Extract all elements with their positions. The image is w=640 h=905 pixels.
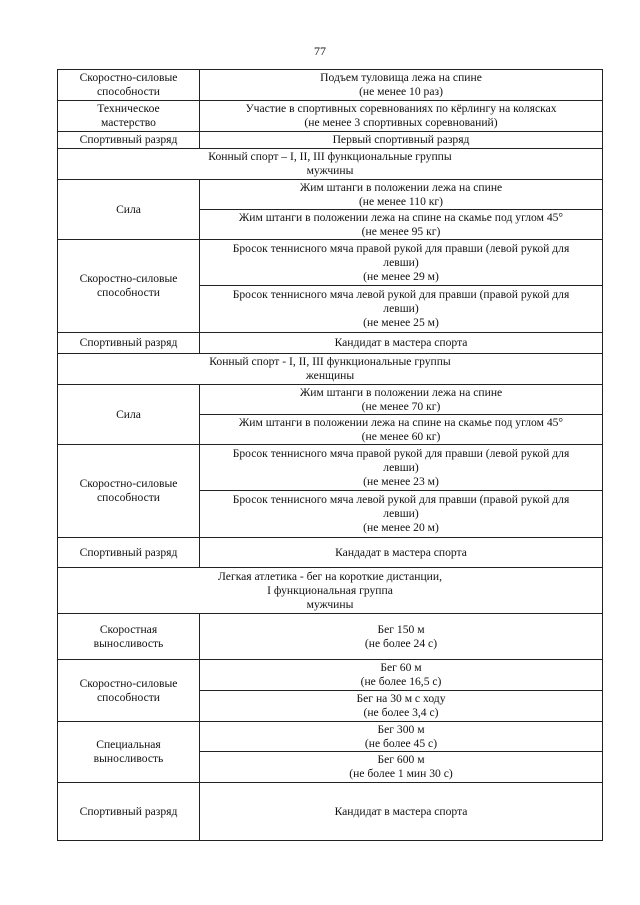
- standard-cell: Бег 60 м (не более 16,5 с): [200, 660, 603, 691]
- standard-cell: Жим штанги в положении лежа на спине на скамье под углом 45° (не менее 60 кг): [200, 415, 603, 445]
- section-title: Конный спорт - I, II, III функциональные группы женщины: [58, 354, 603, 385]
- ability-label: Скоростно-силовые способности: [58, 445, 200, 538]
- section-header: [58, 568, 603, 614]
- table-row: [58, 614, 603, 660]
- ability-label: Скоростная выносливость: [58, 614, 200, 660]
- ability-label: Специальная выносливость: [58, 722, 200, 783]
- table-row: [58, 240, 603, 286]
- rank-value: Кандадат в мастера спорта: [200, 538, 603, 568]
- ability-label: Скоростно-силовые способности: [58, 240, 200, 333]
- table-row: [58, 132, 603, 149]
- ability-label: Техническое мастерство: [58, 101, 200, 132]
- standard-cell: Бросок теннисного мяча левой рукой для правши (правой рукой для левши) (не менее 25 м): [200, 286, 603, 333]
- table-row: [58, 180, 603, 210]
- rank-value: Первый спортивный разряд: [200, 132, 603, 149]
- rank-label: Спортивный разряд: [58, 783, 200, 841]
- page-number: 77: [314, 44, 326, 58]
- table-row: [58, 333, 603, 354]
- table-row: [58, 445, 603, 491]
- rank-value: Кандидат в мастера спорта: [200, 783, 603, 841]
- section-header: [58, 354, 603, 385]
- section-header: [58, 149, 603, 180]
- ability-label: Скоростно-силовые способности: [58, 660, 200, 722]
- table-row: [58, 783, 603, 841]
- standard-cell: Подъем туловища лежа на спине (не менее 10 раз): [200, 70, 603, 101]
- rank-value: Кандидат в мастера спорта: [200, 333, 603, 354]
- ability-label: Скоростно-силовые способности: [58, 70, 200, 101]
- table-row: [58, 660, 603, 691]
- table-row: [58, 101, 603, 132]
- ability-label: Сила: [58, 385, 200, 445]
- table-row: [58, 385, 603, 415]
- rank-label: Спортивный разряд: [58, 132, 200, 149]
- table-row: [58, 538, 603, 568]
- standard-cell: Жим штанги в положении лежа на спине (не менее 70 кг): [200, 385, 603, 415]
- standard-cell: Бег на 30 м с ходу (не более 3,4 с): [200, 691, 603, 722]
- standard-cell: Бросок теннисного мяча правой рукой для правши (левой рукой для левши) (не менее 23 м): [200, 445, 603, 491]
- standard-cell: Бег 600 м (не более 1 мин 30 с): [200, 752, 603, 783]
- standard-cell: Бросок теннисного мяча правой рукой для правши (левой рукой для левши) (не менее 29 м): [200, 240, 603, 286]
- section-title: Легкая атлетика - бег на короткие дистанции, I функциональная группа мужчины: [58, 568, 603, 614]
- standard-cell: Бросок теннисного мяча левой рукой для правши (правой рукой для левши) (не менее 20 м): [200, 491, 603, 538]
- standard-cell: Участие в спортивных соревнованиях по кёрлингу на колясках (не менее 3 спортивных соревнований): [200, 101, 603, 132]
- ability-label: Сила: [58, 180, 200, 240]
- rank-label: Спортивный разряд: [58, 333, 200, 354]
- standard-cell: Жим штанги в положении лежа на спине на скамье под углом 45° (не менее 95 кг): [200, 210, 603, 240]
- table-row: [58, 70, 603, 101]
- standard-cell: Бег 300 м (не более 45 с): [200, 722, 603, 752]
- standard-cell: Бег 150 м (не более 24 с): [200, 614, 603, 660]
- section-title: Конный спорт – I, II, III функциональные группы мужчины: [58, 149, 603, 180]
- table-row: [58, 722, 603, 752]
- rank-label: Спортивный разряд: [58, 538, 200, 568]
- standards-table: [57, 69, 603, 841]
- standard-cell: Жим штанги в положении лежа на спине (не менее 110 кг): [200, 180, 603, 210]
